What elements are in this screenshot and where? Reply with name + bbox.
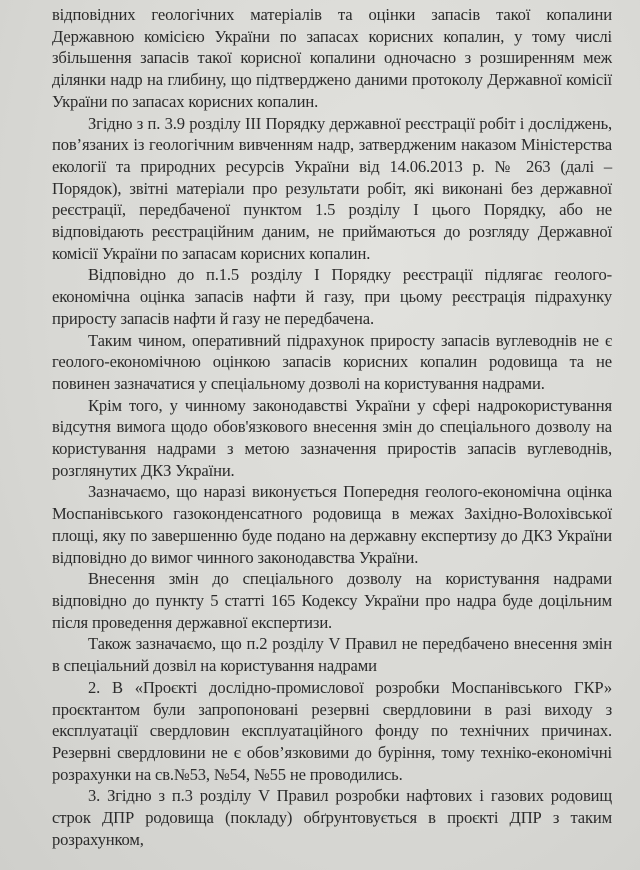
paragraph-item-3-dpr-term: 3. Згідно з п.3 розділу V Правил розробки нафтових і газових родовищ строк ДПР родовища (покладу) обґрунтовується в проєкті ДПР з таким розрахунком, <box>52 786 612 849</box>
document-body <box>52 4 612 850</box>
paragraph-registration-order: Згідно з п. 3.9 розділу III Порядку державної реєстрації робіт і досліджень, пов’язаних із геологічним вивченням надр, затвердженим наказом Міністерства екології та природних ресурсів України від 14.06.2013 р. № 263 (далі – Порядок), звітні матеріали про результати робіт, які виконані без державної реєстрації, передбаченої пунктом 1.5 розділу I цього Порядку, або не відповідають реєстраційним даним, не приймаються до розгляду Державної комісії України по запасам корисних копалин. <box>52 113 612 263</box>
paragraph-permit-changes: Внесення змін до спеціального дозволу на користування надрами відповідно до пункту 5 статті 165 Кодексу України про надра буде доцільним після проведення державної експертизи. <box>52 569 612 632</box>
paragraph-preliminary-assessment: Зазначаємо, що наразі виконується Попередня геолого-економічна оцінка Моспанівського газоконденсатного родовища в межах Західно-Волохівської площі, яку по завершенню буде подано на державну експертизу до ДКЗ України відповідно до вимог чинного законодавства України. <box>52 482 612 567</box>
paragraph-rules-section-v: Також зазначаємо, що п.2 розділу V Правил не передбачено внесення змін в спеціальний дозвіл на користування надрами <box>52 634 612 676</box>
paragraph-legislation: Крім того, у чинному законодавстві України у сфері надрокористування відсутня вимога щодо обов'язкового внесення змін до спеціального дозволу на користування надрами з метою зазначення приростів запасів вуглеводнів, розглянутих ДКЗ України. <box>52 395 612 480</box>
paragraph-continuation: відповідних геологічних матеріалів та оцінки запасів такої копалини Державною комісією України по запасах корисних копалин, у тому числі збільшення запасів такої корисної копалини одночасно з розширенням меж ділянки надр на глибину, що підтверджено даними протоколу Державної комісії України по запасах корисних копалин. <box>52 5 612 111</box>
paragraph-operative-count: Таким чином, оперативний підрахунок приросту запасів вуглеводнів не є геолого-економічною оцінкою запасів корисних копалин родовища та не повинен зазначатися у спеціальному дозволі на користування надрами. <box>52 330 612 393</box>
paragraph-section-1-5: Відповідно до п.1.5 розділу I Порядку реєстрації підлягає геолого-економічна оцінка запасів нафти й газу, при цьому реєстрація підрахунку приросту запасів нафти й газу не передбачена. <box>52 265 612 328</box>
paragraph-item-2-reserve-wells: 2. В «Проєкті дослідно-промислової розробки Моспанівського ГКР» проєктантом були запропоновані резервні свердловини в разі виходу з експлуатації свердловин експлуатаційного фонду по технічних причинах. Резервні свердловини не є обов’язковими до буріння, тому техніко-економічні розрахунки на св.№53, №54, №55 не проводились. <box>52 677 612 784</box>
